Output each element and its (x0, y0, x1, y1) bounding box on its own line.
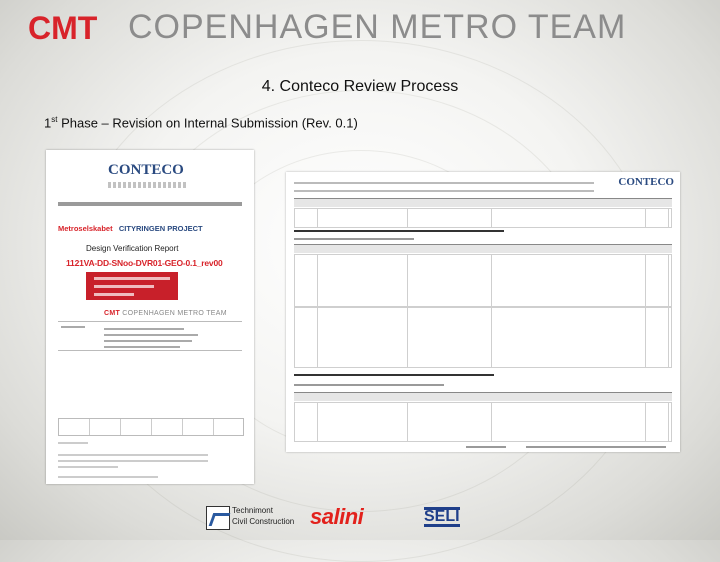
review-report-page-image (286, 172, 680, 452)
subtitle-prefix: 1 (44, 115, 52, 131)
salini-logo: salini (310, 504, 364, 529)
logo-tagline (108, 182, 188, 188)
footer-line (466, 446, 506, 448)
revision-table (58, 418, 244, 436)
reference-line (294, 384, 444, 386)
table-row (294, 402, 672, 442)
divider (58, 350, 242, 351)
slide-title: 4. Conteco Review Process (261, 78, 459, 95)
conteco-logo-small: CONTECO (618, 176, 674, 188)
subtitle-text: Phase – Revision on Internal Submission (Rev. 0.1) (57, 115, 358, 131)
client-project-line (58, 224, 203, 233)
cmt-small-name: COPENHAGEN METRO TEAM (120, 310, 227, 317)
cmt-logo-acronym: CMT (28, 10, 98, 46)
conteco-logo: CONTECO (108, 162, 184, 178)
table-header-row (294, 392, 672, 401)
project-name: CITYRINGEN PROJECT (118, 224, 203, 233)
table-row (294, 208, 672, 228)
table-row (294, 254, 672, 308)
bullet-list (104, 328, 198, 352)
slide-header (0, 0, 720, 52)
divider (58, 202, 242, 206)
technimont-name: Technimont (232, 506, 273, 515)
section-heading-line (294, 230, 504, 232)
technimont-subname: Civil Construction (232, 517, 295, 526)
field-label-line (61, 326, 85, 328)
cover-page-image (46, 150, 254, 484)
technimont-mark-icon (206, 506, 230, 530)
seli-wordmark: SELI (424, 508, 460, 525)
section-heading-line (294, 374, 494, 376)
reference-line (294, 238, 414, 240)
slide-subtitle (44, 115, 358, 130)
table-header-row (294, 244, 672, 253)
page-header-line (294, 182, 594, 184)
client-name: Metroselskabet (58, 224, 113, 233)
cmt-small-acronym: CMT (104, 310, 121, 317)
page-header-line (294, 190, 594, 192)
table-row (294, 306, 672, 368)
cmt-logo-name: COPENHAGEN METRO TEAM (128, 8, 627, 46)
table-header-row (294, 198, 672, 207)
footer-line (526, 446, 666, 448)
document-number: 1121VA-DD-SNoo-DVR01-GEO-0.1_rev00 (66, 258, 223, 268)
technimont-logo (206, 504, 295, 530)
cmt-small-mark (104, 310, 227, 317)
report-scope-box (86, 272, 178, 300)
seli-logo (424, 504, 474, 530)
subtitle-superscript: st (51, 115, 58, 124)
divider (58, 321, 242, 322)
report-title: Design Verification Report (86, 244, 179, 253)
